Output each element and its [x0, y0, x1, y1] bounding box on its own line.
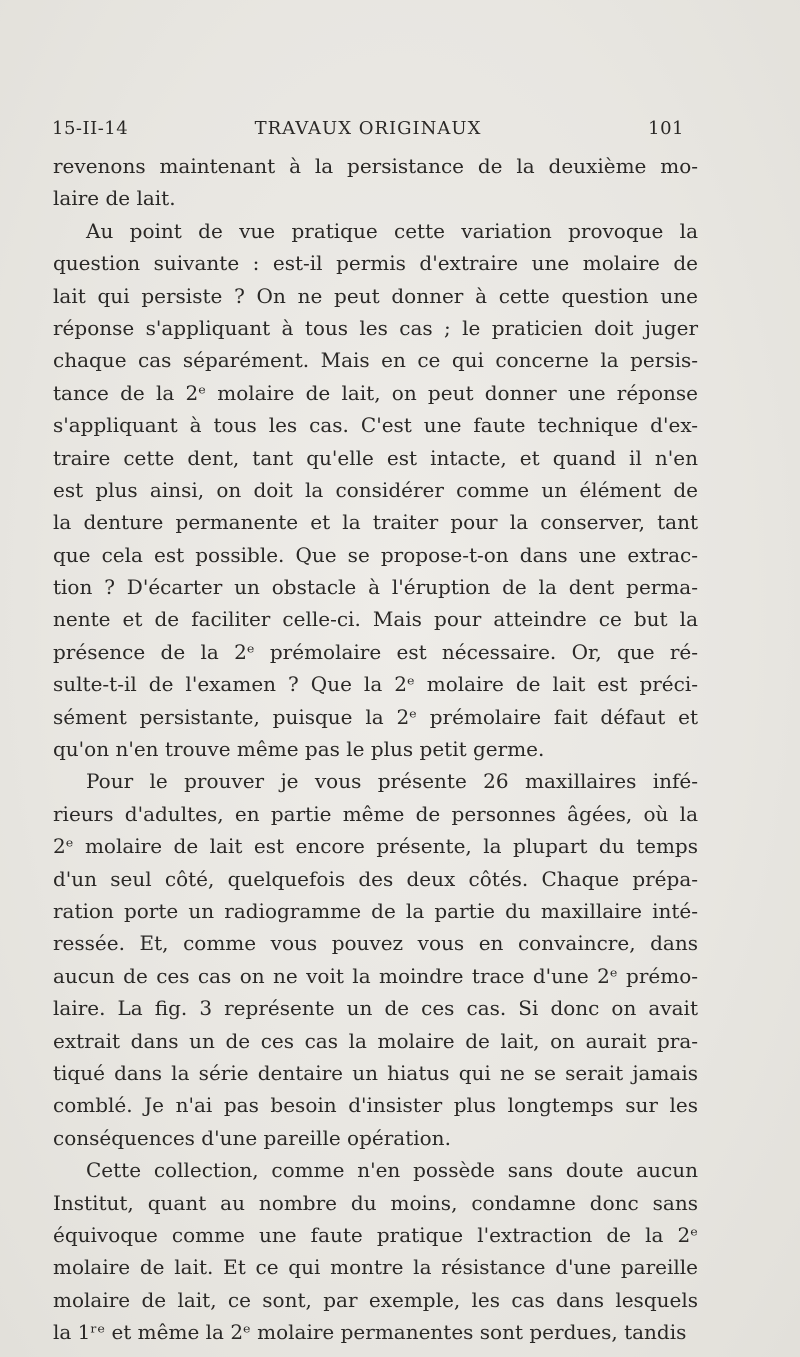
- header-title: TRAVAUX ORIGINAUX: [254, 118, 482, 139]
- text-line: aucun de ces cas on ne voit la moindre trace d'une 2ᵉ prémo-: [53, 963, 698, 988]
- text-line: laire de lait.: [53, 186, 176, 211]
- paragraph: [53, 150, 698, 215]
- paragraph: [53, 1154, 698, 1348]
- text-line: Au point de vue pratique cette variation provoque la: [86, 218, 698, 243]
- text-line: sément persistante, puisque la 2ᵉ prémolaire fait défaut et: [53, 704, 698, 729]
- text-line: que cela est possible. Que se propose-t-on dans une extrac-: [53, 542, 698, 567]
- text-line: Cette collection, comme n'en possède sans doute aucun: [86, 1158, 698, 1183]
- text-line: comblé. Je n'ai pas besoin d'insister plus longtemps sur les: [53, 1093, 698, 1118]
- text-line: lait qui persiste ? On ne peut donner à cette question une: [53, 283, 698, 308]
- text-line: revenons maintenant à la persistance de la deuxième mo-: [53, 154, 698, 178]
- text-line: la 1ʳᵉ et même la 2ᵉ molaire permanentes sont perdues, tandis: [53, 1320, 687, 1345]
- text-line: d'un seul côté, quelquefois des deux côtés. Chaque prépa-: [53, 866, 698, 891]
- text-line: sulte-t-il de l'examen ? Que la 2ᵉ molaire de lait est préci-: [53, 672, 698, 697]
- text-line: tiqué dans la série dentaire un hiatus qui ne se serait jamais: [53, 1060, 698, 1085]
- text-line: traire cette dent, tant qu'elle est intacte, et quand il n'en: [53, 445, 698, 470]
- text-line: 2ᵉ molaire de lait est encore présente, la plupart du temps: [53, 834, 698, 859]
- text-line: tance de la 2ᵉ molaire de lait, on peut donner une réponse: [53, 380, 698, 405]
- text-line: Institut, quant au nombre du moins, condamne donc sans: [53, 1190, 698, 1215]
- text-line: laire. La fig. 3 représente un de ces cas. Si donc on avait: [53, 996, 698, 1021]
- text-line: équivoque comme une faute pratique l'extraction de la 2ᵉ: [53, 1222, 698, 1247]
- text-line: réponse s'appliquant à tous les cas ; le praticien doit juger: [53, 315, 698, 340]
- text-line: qu'on n'en trouve même pas le plus petit germe.: [53, 737, 545, 762]
- header-date: 15-II-14: [52, 118, 129, 139]
- paragraph: [53, 765, 698, 1154]
- text-line: rieurs d'adultes, en partie même de personnes âgées, où la: [53, 801, 698, 826]
- text-line: molaire de lait. Et ce qui montre la résistance d'une pareille: [53, 1255, 698, 1280]
- running-header: [52, 118, 684, 146]
- text-line: la denture permanente et la traiter pour la conserver, tant: [53, 510, 698, 535]
- text-line: question suivante : est-il permis d'extraire une molaire de: [53, 251, 698, 276]
- body-text: [53, 150, 698, 1348]
- text-line: conséquences d'une pareille opération.: [53, 1125, 451, 1150]
- text-line: ressée. Et, comme vous pouvez vous en convaincre, dans: [53, 931, 698, 956]
- text-line: chaque cas séparément. Mais en ce qui concerne la persis-: [53, 348, 698, 373]
- text-line: nente et de faciliter celle-ci. Mais pour atteindre ce but la: [53, 607, 698, 632]
- text-line: tion ? D'écarter un obstacle à l'éruption de la dent perma-: [53, 575, 698, 600]
- text-line: molaire de lait, ce sont, par exemple, les cas dans lesquels: [53, 1287, 698, 1312]
- page-number: 101: [648, 118, 684, 139]
- text-line: ration porte un radiogramme de la partie du maxillaire inté-: [53, 898, 698, 923]
- text-line: Pour le prouver je vous présente 26 maxillaires infé-: [86, 769, 698, 794]
- text-line: est plus ainsi, on doit la considérer comme un élément de: [53, 477, 698, 502]
- text-line: présence de la 2ᵉ prémolaire est nécessaire. Or, que ré-: [53, 639, 698, 664]
- text-line: extrait dans un de ces cas la molaire de lait, on aurait pra-: [53, 1028, 698, 1053]
- paragraph: [53, 215, 698, 766]
- text-line: s'appliquant à tous les cas. C'est une faute technique d'ex-: [53, 413, 698, 438]
